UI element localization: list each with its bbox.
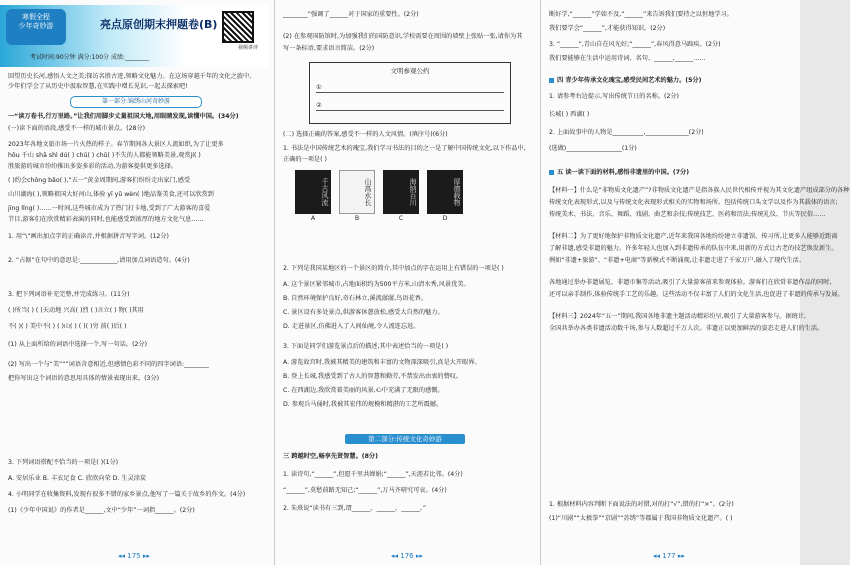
section-heading-text: 四 青少年传承文化瑰宝,感受民间艺术的魅力。(5分) [557, 77, 702, 84]
choice-line: B. 自然环境保护良好,奇石林立,溪流潺潺,鸟语花香。 [283, 295, 428, 302]
question-line: 3. “______”,青山自在风光好;“______”,春风得意马蹄疾。(2分) [549, 41, 721, 48]
question-line: 一“读万卷书,行万里路。”让我们用脚步丈量祖国大地,用眼睛发现,读懂中国。(34分) [8, 113, 239, 120]
calligraphy-option[interactable] [383, 170, 419, 223]
material-line: 全国共举办各类非遗活动数千场,参与人数超过千万人次。非遗正以更加鲜活的姿态走进人们的生活。 [549, 325, 824, 332]
option-label: B [354, 215, 360, 222]
question-line: 把你写出这个词语的意思用具体的情景表现出来。(3分) [8, 375, 160, 382]
calligraphy-option[interactable] [295, 170, 331, 223]
calligraphy-option[interactable] [427, 170, 463, 223]
box-line: ② [316, 101, 504, 111]
calligraphy-image: 厚德载物 [427, 170, 463, 214]
page-number: ◂◂ 175 ▸▸ [118, 551, 150, 560]
material-line: 例如“非遗+旅游”、“非遗+电商”等新模式不断涌现,让非遗走进了千家万户,融入了现代生活。 [549, 257, 806, 264]
question-line: 1. 用“\”画出加点字的正确读音,并根据拼音写字词。(12分) [8, 233, 169, 240]
question-line: 我们要能够在生活中运用诗词、名句、______,______…… [549, 55, 706, 62]
question-line: 断好学,“______”学如不及,“______”来告诉我们要持之以恒地学习。 [549, 11, 733, 18]
choice-line: A. 这个景区紧邻城市,占地面积约为500平方米,山清水秀,风景优美。 [283, 281, 470, 288]
brand-logo [6, 9, 66, 45]
question-line: (1) 从上面所给的词语中选择一个,写一句话。(2分) [8, 341, 148, 348]
question-line: 我们要学会“______”,才能获得知识。(2分) [549, 25, 666, 32]
fill-line: 长城( ) 西湖( ) [549, 111, 590, 118]
page-number: ◂◂ 176 ▸▸ [391, 551, 423, 560]
section-marker-icon [549, 78, 554, 83]
question-line: 2. “占据”在句中的意思是:____________,请用加点词语造句。(4分) [8, 257, 190, 264]
question-line: 1. 根据材料内容判断下面说法的对错,对的打“√”,错的打“×”。(2分) [549, 501, 734, 508]
question-line: 2. 下列是我国某地区的一个景区的简介,其中加点的字在运用上有错误的一项是( ) [283, 265, 504, 272]
question-line: 4. 小明同学在收集资料,发现有很多不错的家乡景点,他写了一篇关于故乡的作文。(4分) [8, 491, 246, 498]
option-label: C [398, 215, 404, 222]
question-line: 2. 上面故事中的人物是__________,______________(2分) [549, 129, 704, 136]
qr-label: 视频讲评 [237, 45, 258, 51]
question-line: 写一条标语,要求语言简洁。(2分) [283, 45, 375, 52]
page-number-value: 176 [400, 551, 414, 560]
question-line: (1)“川剧”“太极拳”“京剧”“苏绣”等都属于我国非物质文化遗产。( ) [549, 515, 733, 522]
calligraphy-image: 山高水长 [339, 170, 375, 214]
question-line: 2. 朱熹说“读书有三到,谓______、______、______。” [283, 505, 427, 512]
page-number-value: 175 [127, 551, 141, 560]
question-line: 3. 把下列词语补充完整,并完成练习。(11分) [8, 291, 130, 298]
page-number: ◂◂ 177 ▸▸ [653, 551, 685, 560]
choice-line: C. 在西湖边,我欣赏着美丽的风景,心中充满了无限的感慨。 [283, 387, 444, 394]
choice-line: B. 登上长城,我感受到了古人的智慧和勤劳,不禁发出由衷的赞叹。 [283, 373, 463, 380]
question-line: 1. 读诗句,“______”,但愿千里共婵娟;“______”,天涯若比邻。(4分) [283, 471, 463, 478]
intro-line: 少年们学会了从历史中汲取智慧,在实践中增长见识,一起去探索吧! [8, 83, 188, 90]
question-line: (2) 写出一个与“美”“”词语含意相近,但感情色彩不同的四字词语:________ [8, 361, 209, 368]
header-band [0, 5, 268, 67]
passage-line: 胜旅游的城市纷纷推出多姿多彩的活动,为游客提供更多选择。 [8, 163, 178, 170]
word-blanks: ( )所当( ) ( )天动地 兴高( )烈 ( )言立( ) 物( )其用 [8, 307, 144, 314]
page-number-value: 177 [662, 551, 676, 560]
calligraphy-options [295, 170, 463, 223]
section-marker-icon [549, 170, 554, 175]
exam-info: 考试时间:90分钟 满分:100分 成绩:________ [30, 54, 149, 61]
section-heading-text: 五 读一读下面的材料,感悟非遗里的中国。(7分) [557, 169, 690, 176]
passage-line: 山川湖海( ),领略祖国大好河山,体验 yī yǔ wèn( )地品鉴美食,还可以欣赏到 [8, 191, 214, 198]
question-line: 3. 下面是同学们游览景点后的描述,其中表述恰当的一项是( ) [283, 343, 449, 350]
material-line: 还可以亲手制作,体验传统手工艺的乐趣。这些活动不仅丰富了人们的文化生活,也促进了非遗的传承与发展。 [549, 291, 844, 298]
part-banner: 第二部分:传统文化奇妙游 [345, 434, 465, 444]
passage-line: jīng lǐng( )……一时间,这些城市成为了热门打卡地,受到了广大游客的喜爱 [8, 205, 211, 212]
passage-line: ( )约会chōng bǎo( ),“五一”黄金周期间,游客们纷纷走出家门,感受 [8, 177, 191, 184]
material-line: 了解非遗,感受非遗的魅力。许多年轻人也加入到非遗传承的队伍中来,用新的方式让古老的技艺焕发新生。 [549, 245, 838, 252]
page-left [0, 0, 268, 565]
question-line: (选做)__________________(1分) [549, 145, 637, 152]
material-line: 传统文化表现形式,以及与传统文化表现形式相关的实物和场所。包括传统口头文学以及作为其载体的语言; [549, 199, 838, 206]
material-line: 【材料三】2024年“五一”期间,我国各地非遗主题活动精彩纷呈,吸引了大量游客参与。据统计, [549, 313, 806, 320]
box-line: ① [316, 83, 504, 93]
choice-line: A. 游览故宫时,我被其精美的建筑和丰富的文物深深吸引,真是大开眼界。 [283, 359, 481, 366]
question-line: 正确的一项是( ) [283, 156, 327, 163]
question-line: ________“强调了______对于国家的重要性。(2分) [283, 11, 419, 18]
section-heading [549, 168, 795, 177]
question-line: (一)读下面的语段,感受不一样的城市景点。(28分) [8, 125, 146, 132]
calligraphy-option[interactable] [339, 170, 375, 223]
brand-line-1: 寒假全程 [22, 13, 50, 21]
qr-code-icon[interactable] [222, 11, 254, 43]
option-label: A [310, 215, 316, 222]
question-line: 1. 书法是中国传统艺术的瑰宝,我们学习书法的目的之一是了解中国传统文化,以下作品中, [283, 145, 526, 152]
choice-line: D. 参观兵马俑时,我被其宏伟的规模和精湛的工艺所震撼。 [283, 401, 443, 408]
page-middle [274, 0, 537, 565]
question-line: (二) 选择正确的答案,感受不一样的人文风情。(填序号)(6分) [283, 131, 448, 138]
material-line: 各地通过举办非遗展览、非遗市集等活动,吸引了大量游客前来参观体验。游客们在欣赏非遗作品的同时, [549, 279, 832, 286]
question-line: 3. 下列词语搭配不恰当的一项是( )(1分) [8, 459, 119, 466]
section-heading [549, 76, 795, 85]
intro-line: 回望历史长河,感悟人文之美;探访名胜古迹,领略文化魅力。在这场穿越千年的文化之旅中, [8, 73, 252, 80]
material-line: 传统美术、书法、音乐、舞蹈、戏剧、曲艺和杂技;传统技艺、医药和历法;传统礼仪、节庆等民俗…… [549, 211, 826, 218]
passage-line: 节目,游客们在欣赏精彩表演的同时,也能感受到浓厚的地方文化气息…… [8, 216, 204, 223]
section-heading: 三 跨越时空,畅享先贤智慧。(8分) [283, 453, 378, 460]
word-blanks: 不( )( ) 美中不( ) ( )山( ) ( )( )穷 前( )后( ) [8, 323, 127, 330]
calligraphy-image: 千古风流 [295, 170, 331, 214]
choice-line: C. 景区设有多处景点,供游客休憩放松,感受大自然的魅力。 [283, 309, 444, 316]
material-line: 【材料二】为了更好地保护非物质文化遗产,近年来我国各地纷纷建立非遗馆、传习所,让更多人能够近距离 [549, 233, 838, 240]
page-title: 亮点原创期末押题卷(B) [100, 18, 218, 31]
answer-box [309, 62, 511, 124]
choices: A. 安居乐业 B. 丰衣足食 C. 欣欣向荣 D. 生灵涂炭 [8, 475, 147, 482]
calligraphy-image: 海纳百川 [383, 170, 419, 214]
question-line: (1)《少年中国说》的作者是______,文中“少年”一词指______。(2分) [8, 507, 195, 514]
passage-line: hōu 千山 shā shì dú( ) chū( ) chǔ( )不失的人都能领略美景,观赏jí( ) [8, 152, 201, 159]
choice-line: D. 走进景区,仿佛进入了人间仙境,令人流连忘返。 [283, 323, 420, 330]
question-line: “______”,莫愁前路无知己;“______”,万马齐喑究可哀。(4分) [283, 487, 447, 494]
question-line: 1. 请参考右边提示,写出传统节日的名称。(2分) [549, 93, 679, 100]
passage-line: 2023年各地文旅市场一片火热的样子。春节期间各大景区人流如织,为了让更多 [8, 141, 224, 148]
page-right [540, 0, 850, 565]
brand-line-2: 少年奇妙游 [18, 22, 54, 31]
question-line: (2) 在参观国防馆时,为加强我们的国防意识,学校需要在周围的墙壁上张贴一张,请你为其 [283, 33, 523, 40]
material-line: 【材料一】什么是“非物质文化遗产”?非物质文化遗产是指各族人民世代相传并视为其文化遗产组成部分的各种 [549, 187, 850, 194]
option-label: D [442, 215, 448, 222]
box-title: 文明参观公约 [390, 67, 430, 75]
section-banner: 第一部分:锦绣山河奇妙游 [70, 96, 202, 108]
